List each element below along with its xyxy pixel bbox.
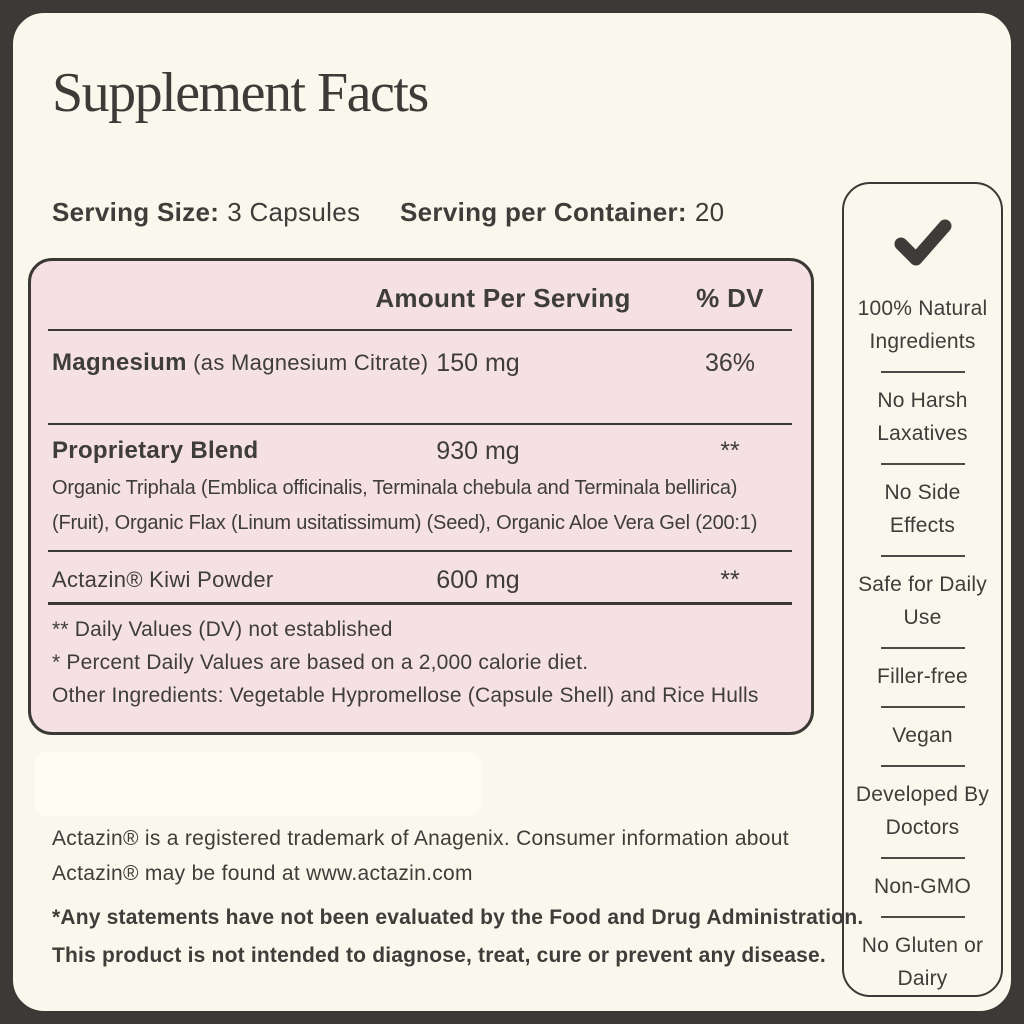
ingredient-name-bold: Magnesium [52,349,187,376]
serving-container-label: Serving per Container: [400,197,687,227]
serving-container-value: 20 [694,197,725,227]
serving-per-container [400,194,724,230]
footnote-other-ingredients: Other Ingredients: Vegetable Hypromellose (Capsule Shell) and Rice Hulls [52,684,759,707]
disclaimer-line: This product is not intended to diagnose, treat, cure or prevent any disease. [52,944,826,967]
ingredient-name-bold: Proprietary Blend [52,437,259,464]
label-card [10,10,1014,1014]
footnote-dv-not-established: ** Daily Values (DV) not established [52,618,393,641]
benefit-item: 100% Natural Ingredients [844,292,1001,373]
facts-footnotes [52,613,759,712]
benefit-item: Safe for Daily Use [844,568,1001,649]
ingredient-name [52,433,259,469]
page-title: Supplement Facts [52,62,428,124]
ingredient-dv: ** [720,566,740,594]
ingredient-amount: 150 mg [436,349,520,377]
trademark-note [52,821,789,891]
ingredient-dv: 36% [704,349,756,377]
row-divider [48,423,792,425]
serving-size-value: 3 Capsules [227,197,361,227]
proprietary-blend-description [52,471,808,541]
ingredient-name: Actazin® Kiwi Powder [52,567,274,592]
ingredient-dv: ** [720,437,740,465]
blend-description-line: Organic Triphala (Emblica officinalis, Terminala chebula and Terminala bellirica) [52,477,738,499]
footnote-percent-dv: * Percent Daily Values are based on a 2,000 calorie diet. [52,651,589,674]
blend-description-line: (Fruit), Organic Flax (Linum usitatissimum) (Seed), Organic Aloe Vera Gel (200:1) [52,512,758,534]
header-percent-dv: % DV [696,283,764,313]
table-row-magnesium [31,345,811,381]
disclaimer-line: *Any statements have not been evaluated by the Food and Drug Administration. [52,906,864,929]
row-divider [48,550,792,552]
footnote-divider [48,602,792,605]
benefit-item: Filler-free [844,660,1001,708]
benefits-sidebar [842,182,1003,997]
checkmark-icon [893,216,953,268]
serving-size-label: Serving Size: [52,197,220,227]
ingredient-name-suffix: (as Magnesium Citrate) [193,350,429,375]
table-row-proprietary-blend [31,433,811,469]
header-divider [48,329,792,331]
benefit-item: Developed By Doctors [844,778,1001,859]
trademark-line: Actazin® may be found at www.actazin.com [52,862,473,885]
benefit-item: No Side Effects [844,476,1001,557]
trademark-line: Actazin® is a registered trademark of Anagenix. Consumer information about [52,827,789,850]
benefit-item: Vegan [844,719,1001,767]
fda-disclaimer [52,899,863,975]
benefit-item: No Gluten or Dairy [861,934,984,990]
table-row-actazin [31,562,811,598]
supplement-facts-panel [28,258,814,735]
serving-size [52,194,360,230]
highlight-rect [35,752,481,816]
ingredient-amount: 600 mg [436,566,520,594]
benefit-item: No Harsh Laxatives [844,384,1001,465]
benefits-list [844,292,1001,995]
header-amount-per-serving: Amount Per Serving [375,283,631,313]
benefit-item: Non-GMO [844,870,1001,918]
ingredient-amount: 930 mg [436,437,520,465]
facts-header-row [31,278,811,318]
